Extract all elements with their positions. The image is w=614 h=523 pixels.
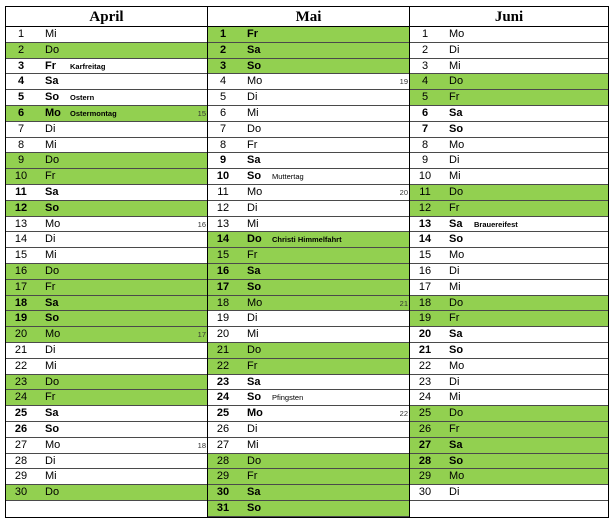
day-row [208,280,409,296]
weekday: Do [449,75,464,88]
day-number: 25 [418,407,432,420]
weekday: Do [45,154,60,167]
day-number: 16 [418,264,432,277]
day-row [6,264,207,280]
day-row [6,74,207,90]
day-row [6,248,207,264]
day-row [410,153,608,169]
day-number: 24 [216,391,230,404]
weekday: Sa [45,296,59,309]
day-row [410,169,608,185]
day-row [410,296,608,312]
day-number: 11 [419,185,431,198]
weekday: Mo [449,138,465,151]
weekday: Sa [247,375,261,388]
day-row [6,232,207,248]
month-column-april [6,7,208,517]
day-row [410,390,608,406]
holiday-label: Christi Himmelfahrt [272,235,342,245]
day-number: 10 [14,170,28,183]
weekday: Sa [449,106,463,119]
day-number: 20 [14,328,28,341]
day-number: 14 [418,233,432,246]
day-number: 11 [217,185,229,198]
weekday: Fr [247,28,258,40]
day-row [208,359,409,375]
weekday: Di [247,422,258,435]
day-row [6,122,207,138]
weekday: Fr [247,359,258,372]
day-number: 16 [14,264,28,277]
weekday: Mo [247,296,263,309]
weekday: Mi [247,217,259,230]
day-row [208,264,409,280]
day-number: 23 [14,375,28,388]
day-row [6,406,207,422]
day-row [410,359,608,375]
day-row [6,485,207,501]
day-number: 10 [418,170,432,183]
weekday: Di [247,201,258,214]
weekday: Mo [247,185,263,198]
day-number: 29 [216,470,230,483]
day-row [6,27,207,43]
weekday: Fr [449,312,460,325]
day-number: 14 [216,233,230,246]
day-number: 22 [14,359,28,372]
day-number: 3 [421,59,429,72]
day-row [410,343,608,359]
weekday: Do [45,375,60,388]
weekday: Mi [449,280,461,293]
weekday: Sa [45,407,59,420]
day-number: 30 [14,486,28,499]
day-number: 14 [14,233,28,246]
day-row [208,74,409,90]
week-number: 20 [399,187,408,197]
day-row [6,90,207,106]
weekday: Mo [45,217,61,230]
day-number: 27 [216,438,230,451]
day-number: 21 [418,343,432,356]
day-row [410,264,608,280]
day-number: 29 [14,470,28,483]
day-row [410,106,608,122]
day-row [6,375,207,391]
weekday: Mi [449,391,461,404]
day-number: 3 [17,59,25,72]
week-number: 22 [399,409,408,419]
day-row [208,201,409,217]
day-row [410,438,608,454]
day-row [410,248,608,264]
holiday-label: Muttertag [272,172,304,182]
day-row [208,169,409,185]
day-row [6,59,207,75]
day-row [208,485,409,501]
day-number: 2 [219,43,227,56]
day-row [410,74,608,90]
day-number: 12 [418,201,432,214]
day-number: 18 [418,296,432,309]
weekday: Mo [247,75,263,88]
weekday: Fr [247,138,258,151]
day-row [6,296,207,312]
day-row [6,422,207,438]
weekday: So [247,170,262,183]
day-number: 5 [219,91,227,104]
calendar-table [5,6,609,518]
weekday: Di [45,122,56,135]
weekday: Di [247,91,258,104]
weekday: Fr [449,201,460,214]
day-row [6,343,207,359]
day-number: 7 [421,122,429,135]
day-row [208,138,409,154]
weekday: Mi [45,359,57,372]
weekday: Di [45,454,56,467]
weekday: Mi [247,438,259,451]
weekday: Do [45,43,60,56]
day-row [6,280,207,296]
day-number: 26 [418,422,432,435]
weekday: So [449,343,464,356]
weekday: So [247,391,262,404]
day-number: 23 [418,375,432,388]
weekday: Fr [247,470,258,483]
weekday: Do [449,296,464,309]
day-number: 23 [216,375,230,388]
day-row [208,232,409,248]
day-row [208,375,409,391]
holiday-label: Ostermontag [70,108,117,118]
weekday: Sa [247,486,261,499]
day-row [410,469,608,485]
weekday: Mo [45,328,61,341]
day-number: 22 [418,359,432,372]
weekday: Do [247,233,262,246]
day-row [410,27,608,43]
day-number: 17 [418,280,432,293]
week-number: 21 [399,298,408,308]
weekday: Fr [45,391,56,404]
holiday-label: Ostern [70,93,95,103]
weekday: Sa [45,185,59,198]
day-number: 13 [418,217,432,230]
weekday: Sa [449,217,463,230]
day-row [6,359,207,375]
day-row [410,59,608,75]
weekday: Di [449,486,460,499]
weekday: So [449,122,464,135]
day-row [208,185,409,201]
weekday: Do [45,264,60,277]
weekday: Di [449,264,460,277]
day-number: 27 [418,438,432,451]
weekday: Do [449,407,464,420]
day-number: 15 [14,249,28,262]
day-number: 25 [14,407,28,420]
day-number: 29 [418,470,432,483]
weekday: Di [449,154,460,167]
day-row [208,438,409,454]
day-row [410,201,608,217]
month-header: April [6,7,207,27]
day-number: 18 [216,296,230,309]
day-row [208,311,409,327]
day-row [410,122,608,138]
day-row [410,185,608,201]
weekday: Do [45,486,60,499]
day-number: 17 [216,280,230,293]
day-row [6,138,207,154]
day-row [6,43,207,59]
weekday: Sa [247,264,261,277]
weekday: So [45,422,60,435]
day-number: 27 [14,438,28,451]
week-number: 19 [399,77,408,87]
day-row [410,90,608,106]
weekday: So [247,280,262,293]
day-row [410,327,608,343]
day-row [6,438,207,454]
day-row [6,106,207,122]
day-row [410,406,608,422]
weekday: Mi [45,138,57,151]
day-number: 21 [14,343,28,356]
weekday: So [449,454,464,467]
day-number: 5 [17,91,25,104]
day-number: 13 [14,217,28,230]
day-number: 15 [216,249,230,262]
day-row [208,106,409,122]
day-number: 12 [216,201,230,214]
day-number: 8 [219,138,227,151]
day-number: 4 [421,75,429,88]
day-number: 20 [216,328,230,341]
day-number: 30 [418,486,432,499]
day-number: 15 [418,249,432,262]
day-row [6,201,207,217]
day-row [208,59,409,75]
weekday: Do [247,454,262,467]
weekday: Mi [449,170,461,183]
week-number: 16 [197,219,206,229]
day-row [410,485,608,501]
day-number: 28 [216,454,230,467]
day-number: 10 [216,170,230,183]
weekday: Di [45,233,56,246]
day-number: 28 [418,454,432,467]
weekday: So [45,91,60,104]
week-number: 17 [197,330,206,340]
weekday: Fr [449,422,460,435]
weekday: Mi [45,28,57,40]
day-number: 11 [15,185,27,198]
day-number: 19 [14,312,28,325]
weekday: Di [247,312,258,325]
day-number: 16 [216,264,230,277]
weekday: Sa [45,75,59,88]
weekday: Di [449,375,460,388]
day-row [208,90,409,106]
weekday: Sa [449,438,463,451]
weekday: Mo [449,249,465,262]
day-number: 25 [216,407,230,420]
day-row [208,27,409,43]
day-row [6,390,207,406]
month-column-mai [208,7,410,517]
day-row [6,469,207,485]
weekday: Fr [45,59,56,72]
weekday: Do [247,343,262,356]
day-row [208,390,409,406]
weekday: Mo [247,407,263,420]
day-number: 24 [418,391,432,404]
weekday: Mi [45,470,57,483]
day-row [410,280,608,296]
weekday: Mi [45,249,57,262]
weekday: Di [449,43,460,56]
weekday: Mo [45,438,61,451]
week-number: 18 [197,440,206,450]
day-number: 6 [421,106,429,119]
weekday: So [449,233,464,246]
day-row [208,153,409,169]
weekday: Mo [45,106,61,119]
weekday: Sa [247,43,261,56]
day-number: 9 [219,154,227,167]
day-number: 3 [219,59,227,72]
holiday-label: Karfreitag [70,61,106,71]
day-number: 6 [219,106,227,119]
day-row [6,153,207,169]
weekday: Mi [449,59,461,72]
day-number: 8 [421,138,429,151]
day-row [410,138,608,154]
day-number: 18 [14,296,28,309]
day-row [410,375,608,391]
day-row [410,217,608,233]
weekday: Mo [449,470,465,483]
weekday: Sa [449,328,463,341]
day-row [208,454,409,470]
weekday: Fr [247,249,258,262]
day-number: 30 [216,486,230,499]
day-number: 1 [219,28,227,40]
day-number: 26 [216,422,230,435]
day-row [208,122,409,138]
day-row [6,327,207,343]
day-row [6,169,207,185]
weekday: Do [449,185,464,198]
day-number: 1 [17,28,25,40]
weekday: So [247,501,262,514]
month-header: Juni [410,7,608,27]
day-number: 5 [421,91,429,104]
day-number: 8 [17,138,25,151]
weekday: So [247,59,262,72]
day-row [208,343,409,359]
day-number: 20 [418,328,432,341]
weekday: Mo [449,28,465,40]
weekday: Do [247,122,262,135]
holiday-label: Pfingsten [272,393,304,403]
weekday: So [45,201,60,214]
weekday: Fr [449,91,460,104]
day-row [208,327,409,343]
day-number: 17 [14,280,28,293]
day-row [208,422,409,438]
weekday: Fr [45,170,56,183]
day-row [6,311,207,327]
weekday: Mi [247,328,259,341]
day-number: 19 [418,312,432,325]
weekday: Di [45,343,56,356]
day-number: 31 [216,501,230,514]
month-column-juni [410,7,608,517]
day-number: 7 [219,122,227,135]
day-row [208,248,409,264]
day-row [208,43,409,59]
day-number: 2 [17,43,25,56]
day-number: 22 [216,359,230,372]
day-row [208,469,409,485]
day-number: 28 [14,454,28,467]
day-number: 26 [14,422,28,435]
day-number: 4 [219,75,227,88]
weekday: So [45,312,60,325]
day-row [6,454,207,470]
weekday: Sa [247,154,261,167]
day-row [410,311,608,327]
weekday: Fr [45,280,56,293]
holiday-label: Brauereifest [474,219,518,229]
day-number: 21 [216,343,230,356]
day-row [208,501,409,517]
day-number: 13 [216,217,230,230]
day-number: 6 [17,106,25,119]
day-number: 19 [216,312,230,325]
week-number: 15 [197,108,206,118]
day-number: 7 [17,122,25,135]
day-row [6,217,207,233]
day-number: 4 [17,75,25,88]
day-row [6,185,207,201]
day-row [410,232,608,248]
day-row [410,422,608,438]
day-number: 1 [421,28,429,40]
day-number: 9 [421,154,429,167]
day-number: 12 [14,201,28,214]
day-number: 2 [421,43,429,56]
day-row [208,217,409,233]
day-number: 24 [14,391,28,404]
weekday: Mi [247,106,259,119]
day-number: 9 [17,154,25,167]
month-header: Mai [208,7,409,27]
day-row [410,454,608,470]
day-row [208,406,409,422]
day-row [410,43,608,59]
day-row [208,296,409,312]
weekday: Mo [449,359,465,372]
